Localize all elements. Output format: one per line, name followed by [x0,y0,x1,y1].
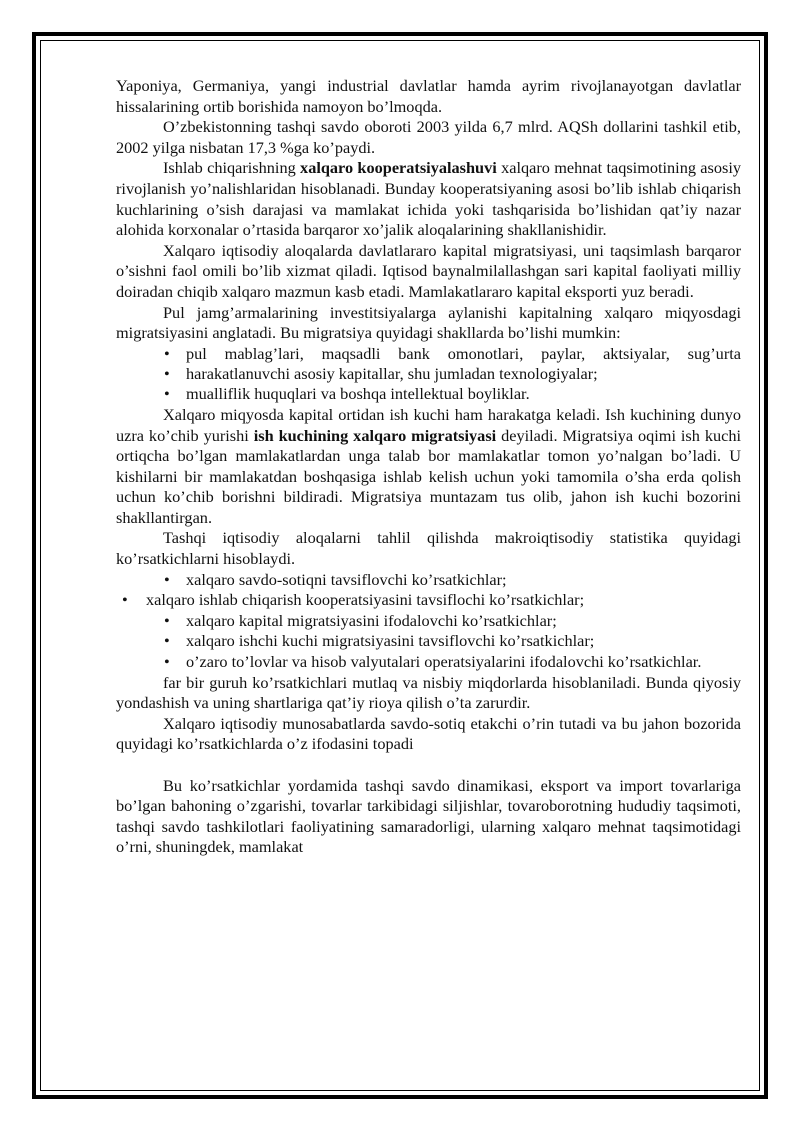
bullet: • [164,652,170,672]
list-item [116,611,741,632]
paragraph: Bu ko’rsatkichlar yordamida tashqi savdo dinamikasi, eksport va import tovarlariga bo’lgan bahoning o’zgarishi, tovarlar tarkibidagi siljishlar, tovaroborotning hududiy taqsimoti, tashqi savdo tashkilotlari faoliyatining samaradorligi, ularning xalqaro mehnat taqsimotidagi o’rni, shuningdek, mamlakat [116,775,741,857]
bold-term: ish kuchining xalqaro migratsiyasi [253,425,497,445]
list-item-text: xalqaro ishlab chiqarish kooperatsiyasini tavsiflochi ko’rsatkichlar; [146,590,585,610]
bullet: • [164,363,170,383]
list-item-text: xalqaro savdo-sotiqni tavsiflovchi ko’rsatkichlar; [186,569,507,589]
paragraph-text: Ishlab chiqarishning [163,158,301,178]
list-item [116,570,741,591]
paragraph: Yaponiya, Germaniya, yangi industrial davlatlar hamda ayrim rivojlanayotgan davlatlar hissalarining ortib borishida namoyon bo’lmoqda. [116,76,741,116]
paragraph-text: xalqaro mehnat taqsimotining asosiy rivojlanish yo’nalishlaridan hisoblanadi. Bunday kooperatsiyaning asosi bo’lib ishlab chiqarish kuchlarining o’sish darajasi va mamlakat ichida yoki tashqarisida bo’lishidan qat’iy nazar alohida korxonalar o’rtasida barqaror xo’jalik aloqalarining shakllanishidir. [116,158,742,240]
bullet: • [164,610,170,630]
paragraph [116,405,741,529]
paragraph-text: deyiladi. Migratsiya oqimi ish kuchi ortiqcha bo’lgan mamlakatlardan unga talab bor mamlakatlar tomon yo’nalgan bo’ladi. U kishilarni bir mamlakatdan boshqasiga ishlab kelish uchun yoki tamomila o’sha erda qolish uchun ko’chib borishni bildiradi. Migratsiya muntazam tus olib, jahon ish kuchi bozorini shakllantirgan. [116,425,741,527]
bullet: • [122,590,128,610]
document-body [116,76,741,858]
paragraph [116,158,741,240]
list-item [116,590,741,611]
bold-term: xalqaro kooperatsiyalashuvi [300,158,497,178]
paragraph: O’zbekistonning tashqi savdo oboroti 2003 yilda 6,7 mlrd. AQSh dollarini tashkil etib, 2002 yilga nisbatan 17,3 %ga ko’paydi. [116,117,741,157]
list-item [116,364,741,385]
bullet: • [164,343,170,363]
paragraph: Pul jamg’armalarining investitsiyalarga aylanishi kapitalning xalqaro miqyosdagi migratsiyasini anglatadi. Bu migratsiya quyidagi shakllarda bo’lishi mumkin: [116,302,741,343]
paragraph: far bir guruh ko’rsatkichlari mutlaq va nisbiy miqdorlarda hisoblaniladi. Bunda qiyosiy yondashish va uning shartlariga qat’iy rioya qilish o’ta zarurdir. [116,672,741,713]
blank-line [116,755,741,776]
list-item-text: xalqaro kapital migratsiyasini ifodalovchi ko’rsatkichlar; [186,610,557,630]
paragraph: Xalqaro iqtisodiy aloqalarda davlatlararo kapital migratsiyasi, uni taqsimlash barqaror o’sishni faol omili bo’lib xizmat qiladi. Iqtisod baynalmilallashgan sari kapital faoliyati milliy doiradan chiqib xalqaro mazmun kasb etadi. Mamlakatlararo kapital eksporti yuz beradi. [116,240,741,301]
list-item-text: mualliflik huquqlari va boshqa intellektual boyliklar. [186,384,530,404]
bullet: • [164,569,170,589]
list-item [116,631,741,652]
paragraph: Tashqi iqtisodiy aloqalarni tahlil qilishda makroiqtisodiy statistika quyidagi ko’rsatkichlarni hisoblaydi. [116,528,741,569]
paragraph-text: Xalqaro miqyosda kapital ortidan ish kuchi ham harakatga keladi. Ish kuchining dunyo uzra ko’chib yurishi [116,404,741,445]
bullet: • [164,631,170,651]
list-item [116,384,741,405]
list-item [116,344,741,364]
bullet: • [164,384,170,404]
list-item-text: xalqaro ishchi kuchi migratsiyasini tavsiflovchi ko’rsatkichlar; [186,631,595,651]
list-item-text: harakatlanuvchi asosiy kapitallar, shu jumladan texnologiyalar; [186,363,598,383]
list-item [116,652,741,673]
paragraph: Xalqaro iqtisodiy munosabatlarda savdo-sotiq etakchi o’rin tutadi va bu jahon bozorida quyidagi ko’rsatkichlarda o’z ifodasini topadi [116,713,741,754]
list-item-text: pul mablag’lari, maqsadli bank omonotlari, paylar, aktsiyalar, sug’urta [186,343,741,363]
list-item-text: o’zaro to’lovlar va hisob valyutalari operatsiyalarini ifodalovchi ko’rsatkichlar. [186,652,702,672]
